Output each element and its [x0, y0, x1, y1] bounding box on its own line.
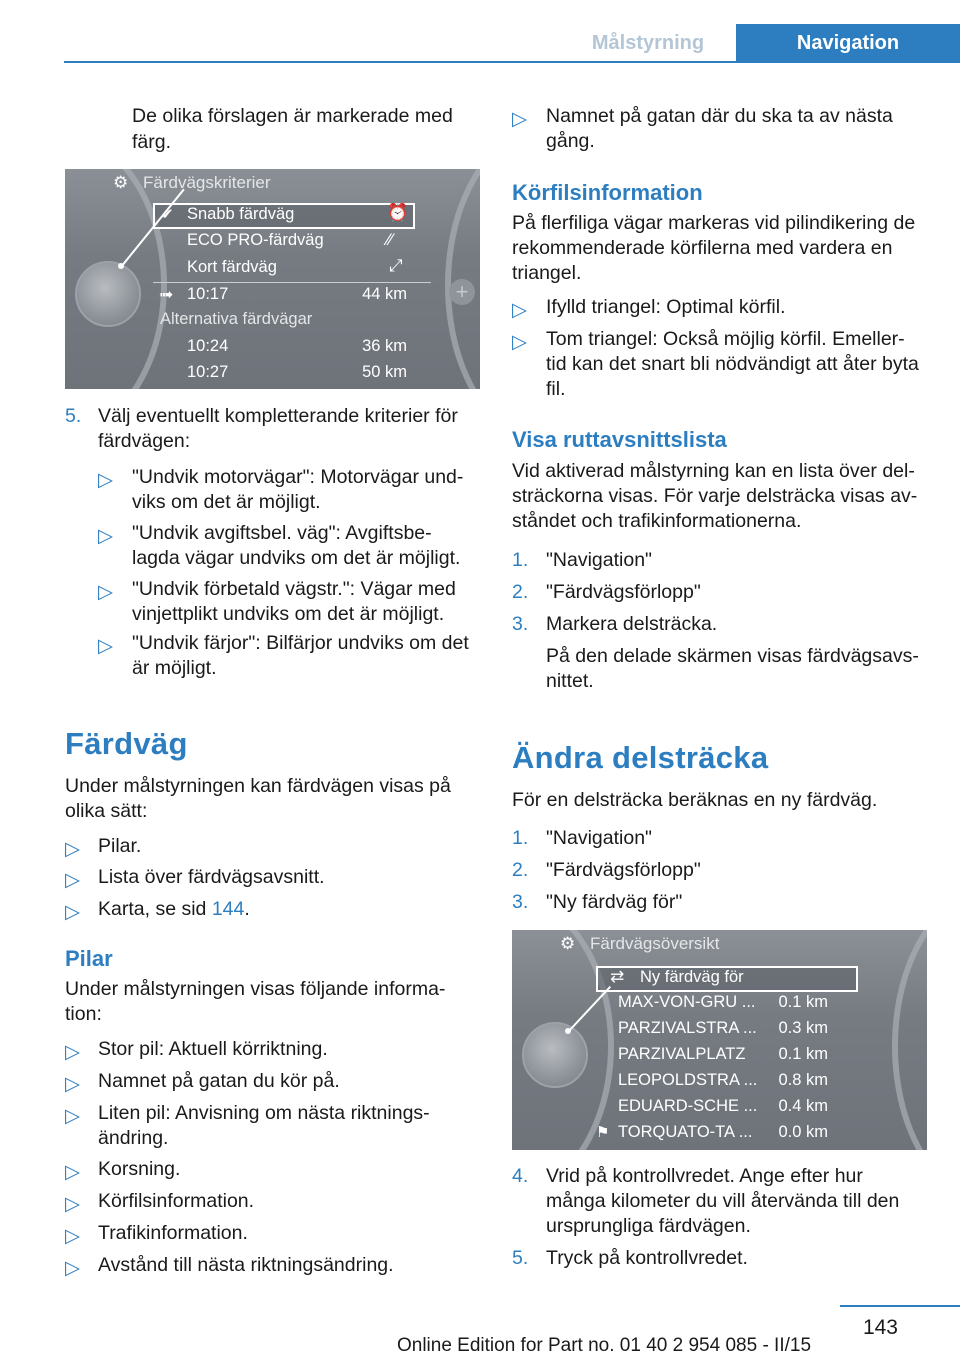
screen2-leader-dot [565, 1028, 571, 1034]
alarm-clock-icon: ⏰ [387, 203, 409, 222]
screen2-row-name: MAX-VON-GRU ... [618, 993, 756, 1011]
pilar-bullet-3-line2: ändring. [98, 1127, 169, 1149]
bullet-triangle-icon: ▷ [65, 901, 80, 923]
screen1-alt1-time: 10:24 [187, 337, 229, 355]
rutt-step-1: "Navigation" [546, 549, 652, 571]
screen2-row-name: PARZIVALSTRA ... [618, 1019, 757, 1037]
screen1-alt2-time: 10:27 [187, 363, 229, 381]
fardvag-bullet-1: Pilar. [98, 835, 142, 857]
step5-line-2: färdvägen: [98, 430, 191, 452]
bullet-triangle-icon: ▷ [512, 108, 527, 130]
screen2-row-dist: 0.3 km [778, 1019, 828, 1037]
heading-visa-ruttavsnittslista: Visa ruttavsnittslista [512, 427, 727, 452]
heading-fardvag: Färdväg [65, 726, 188, 761]
pilar-bullet-7: Avstånd till nästa riktningsändring. [98, 1254, 394, 1276]
pilar-text-1: Under målstyrningen visas följande informa- [65, 978, 446, 1000]
controller-knob-icon [522, 1022, 588, 1088]
andra-step-4-line2: många kilometer du vill återvända till den [546, 1190, 900, 1212]
bullet-triangle-icon: ▷ [65, 838, 80, 860]
andra-step-4-line3: ursprungliga färdvägen. [546, 1215, 751, 1237]
andra-text: För en delsträcka beräknas en ny färdväg. [512, 789, 878, 811]
heading-pilar: Pilar [65, 946, 113, 971]
step-number: 1. [512, 827, 529, 849]
pilar-text-2: tion: [65, 1003, 102, 1025]
fardvag-text-2: olika sätt: [65, 800, 148, 822]
korfil-text-2: rekommenderade körfilerna med vardera en [512, 237, 893, 259]
footer-edition: Online Edition for Part no. 01 40 2 954 085 - II/15 [396, 1335, 812, 1356]
bullet-triangle-icon: ▷ [65, 1225, 80, 1247]
route-overview-screenshot [512, 930, 927, 1150]
short-route-icon: ⤢ [389, 256, 403, 275]
pilar-bullet-3-line1: Liten pil: Anvisning om nästa riktnings- [98, 1102, 430, 1124]
page-number: 143 [862, 1316, 898, 1339]
screen1-alt-title: Alternativa färdvägar [160, 310, 313, 328]
screen2-title: Färdvägsöversikt [590, 934, 720, 953]
andra-step-4-line1: Vrid på kontrollvredet. Ange efter hur [546, 1165, 863, 1187]
step-number: 3. [512, 891, 529, 913]
screen2-selected-item: Ny färdväg för [640, 968, 744, 986]
rutt-text-3: ståndet och trafikinformationerna. [512, 510, 802, 532]
bullet-triangle-icon: ▷ [98, 469, 113, 491]
korfil-text-3: triangel. [512, 262, 582, 284]
header-chapter-tab: Navigation [736, 24, 960, 62]
top-bullet-line1: Namnet på gatan där du ska ta av nästa [546, 105, 893, 127]
screen2-row-name: TORQUATO-TA ... [618, 1123, 753, 1141]
fardvag-bullet-3 [98, 897, 250, 923]
screen1-alt2-dist: 50 km [362, 363, 407, 381]
screen1-row-eco: ECO PRO-färdväg [187, 231, 324, 249]
heading-andra-delstracka: Ändra delsträcka [512, 740, 769, 775]
step-number: 2. [512, 859, 529, 881]
pilar-bullet-2: Namnet på gatan du kör på. [98, 1070, 340, 1092]
rutt-step-2: "Färdvägsförlopp" [546, 581, 701, 603]
screen1-row-fast: Snabb färdväg [187, 205, 295, 223]
map-ref-suffix: . [244, 898, 250, 920]
bullet-triangle-icon: ▷ [65, 1193, 80, 1215]
screen1-current-time: 10:17 [187, 285, 229, 303]
screen2-row-dist: 0.1 km [778, 1045, 828, 1063]
screen2-row-dist: 0.8 km [778, 1071, 828, 1089]
route-criteria-screenshot [65, 169, 480, 389]
new-route-icon: ⇄ [610, 967, 625, 986]
intro-line-1: De olika förslagen är markerade med [132, 105, 453, 127]
fardvag-bullet-2: Lista över färdvägsavsnitt. [98, 866, 325, 888]
andra-step-1: "Navigation" [546, 827, 652, 849]
bullet-triangle-icon: ▷ [98, 525, 113, 547]
bullet-triangle-icon: ▷ [65, 1161, 80, 1183]
controller-knob-icon [75, 261, 141, 327]
step5-bullet4-line2: är möjligt. [132, 657, 217, 679]
screen2-row-dist: 0.4 km [778, 1097, 828, 1115]
rutt-step-3-line2: På den delade skärmen visas färdvägsavs- [546, 645, 919, 667]
rutt-step-3-line1: Markera delsträcka. [546, 613, 718, 635]
step-number: 2. [512, 581, 529, 603]
heading-korfilsinformation: Körfilsinformation [512, 180, 703, 205]
top-bullet-line2: gång. [546, 130, 595, 152]
pilar-bullet-5: Körfilsinformation. [98, 1190, 255, 1212]
flag-destination-icon: ⚑ [596, 1124, 610, 1141]
screen2-row-name: EDUARD-SCHE ... [618, 1097, 758, 1115]
bullet-triangle-icon: ▷ [65, 1105, 80, 1127]
checkmark-icon: ✔ [161, 206, 174, 223]
screen2-row-dist: 0.1 km [778, 993, 828, 1011]
step5-bullet1-line1: "Undvik motorvägar": Motorvägar und- [132, 466, 464, 488]
bullet-triangle-icon: ▷ [98, 581, 113, 603]
bullet-triangle-icon: ▷ [65, 1041, 80, 1063]
step5-line-1: Välj eventuellt kompletterande kriterier för [98, 405, 458, 427]
korfil-text-1: På flerfiliga vägar markeras vid pilindikering de [512, 212, 916, 234]
andra-step-5: Tryck på kontrollvredet. [546, 1247, 748, 1269]
map-ref-prefix: Karta, se sid [98, 898, 212, 920]
bullet-triangle-icon: ▷ [65, 1257, 80, 1279]
rutt-text-1: Vid aktiverad målstyrning kan en lista över del- [512, 460, 915, 482]
bullet-triangle-icon: ▷ [512, 331, 527, 353]
andra-step-2: "Färdvägsförlopp" [546, 859, 701, 881]
eco-leaf-icon: ⁄⁄ [387, 230, 393, 249]
step-number: 4. [512, 1165, 529, 1187]
intro-line-2: färg. [132, 131, 172, 153]
screen1-current-dist: 44 km [362, 285, 407, 303]
header-section-label: Målstyrning [591, 31, 705, 54]
step5-bullet2-line1: "Undvik avgiftsbel. väg": Avgiftsbe- [132, 522, 432, 544]
step-number: 5. [512, 1247, 529, 1269]
step5-bullet3-line2: vinjettplikt undviks om det är möjligt. [132, 603, 445, 625]
step5-bullet4-line1: "Undvik färjor": Bilfärjor undviks om det [132, 632, 469, 654]
bullet-triangle-icon: ▷ [98, 635, 113, 657]
andra-step-3: "Ny färdväg för" [546, 891, 683, 913]
bullet-triangle-icon: ▷ [65, 869, 80, 891]
route-settings-icon: ⚙ [560, 934, 576, 953]
page-link-144[interactable]: 144 [211, 898, 245, 920]
screen1-alt1-dist: 36 km [362, 337, 407, 355]
rutt-text-2: sträckorna visas. För varje delsträcka visas av- [512, 485, 918, 507]
bullet-triangle-icon: ▷ [65, 1073, 80, 1095]
zoom-plus-icon: + [449, 279, 475, 305]
pilar-bullet-1: Stor pil: Aktuell körriktning. [98, 1038, 328, 1060]
bullet-triangle-icon: ▷ [512, 299, 527, 321]
header-rule [64, 61, 960, 63]
screen1-leader-dot [118, 263, 124, 269]
rutt-step-3-line3: nittet. [546, 670, 594, 692]
step5-bullet2-line2: lagda vägar undviks om det är möjligt. [132, 547, 461, 569]
korfil-bullet-1: Ifylld triangel: Optimal körfil. [546, 296, 786, 318]
step5-bullet3-line1: "Undvik förbetald vägstr.": Vägar med [132, 578, 456, 600]
screen1-divider [153, 282, 431, 283]
screen1-row-short: Kort färdväg [187, 258, 277, 276]
screen1-title: Färdvägskriterier [143, 173, 271, 192]
step-number: 5. [65, 405, 82, 427]
screen2-row-name: LEOPOLDSTRA ... [618, 1071, 758, 1089]
korfil-bullet-2-line3: fil. [546, 378, 566, 400]
route-settings-icon: ⚙ [113, 173, 129, 192]
pilar-bullet-6: Trafikinformation. [98, 1222, 248, 1244]
footer-rule [840, 1305, 960, 1307]
route-arrow-icon: ➟ [159, 285, 174, 304]
step5-bullet1-line2: viks om det är möjligt. [132, 491, 321, 513]
step-number: 3. [512, 613, 529, 635]
screen2-row-dist: 0.0 km [778, 1123, 828, 1141]
screen2-row-name: PARZIVALPLATZ [618, 1045, 746, 1063]
korfil-bullet-2-line2: tid kan det snart bli nödvändigt att åter byta [546, 353, 919, 375]
fardvag-text-1: Under målstyrningen kan färdvägen visas på [65, 775, 451, 797]
korfil-bullet-2-line1: Tom triangel: Också möjlig körfil. Emeller- [546, 328, 905, 350]
pilar-bullet-4: Korsning. [98, 1158, 181, 1180]
step-number: 1. [512, 549, 529, 571]
